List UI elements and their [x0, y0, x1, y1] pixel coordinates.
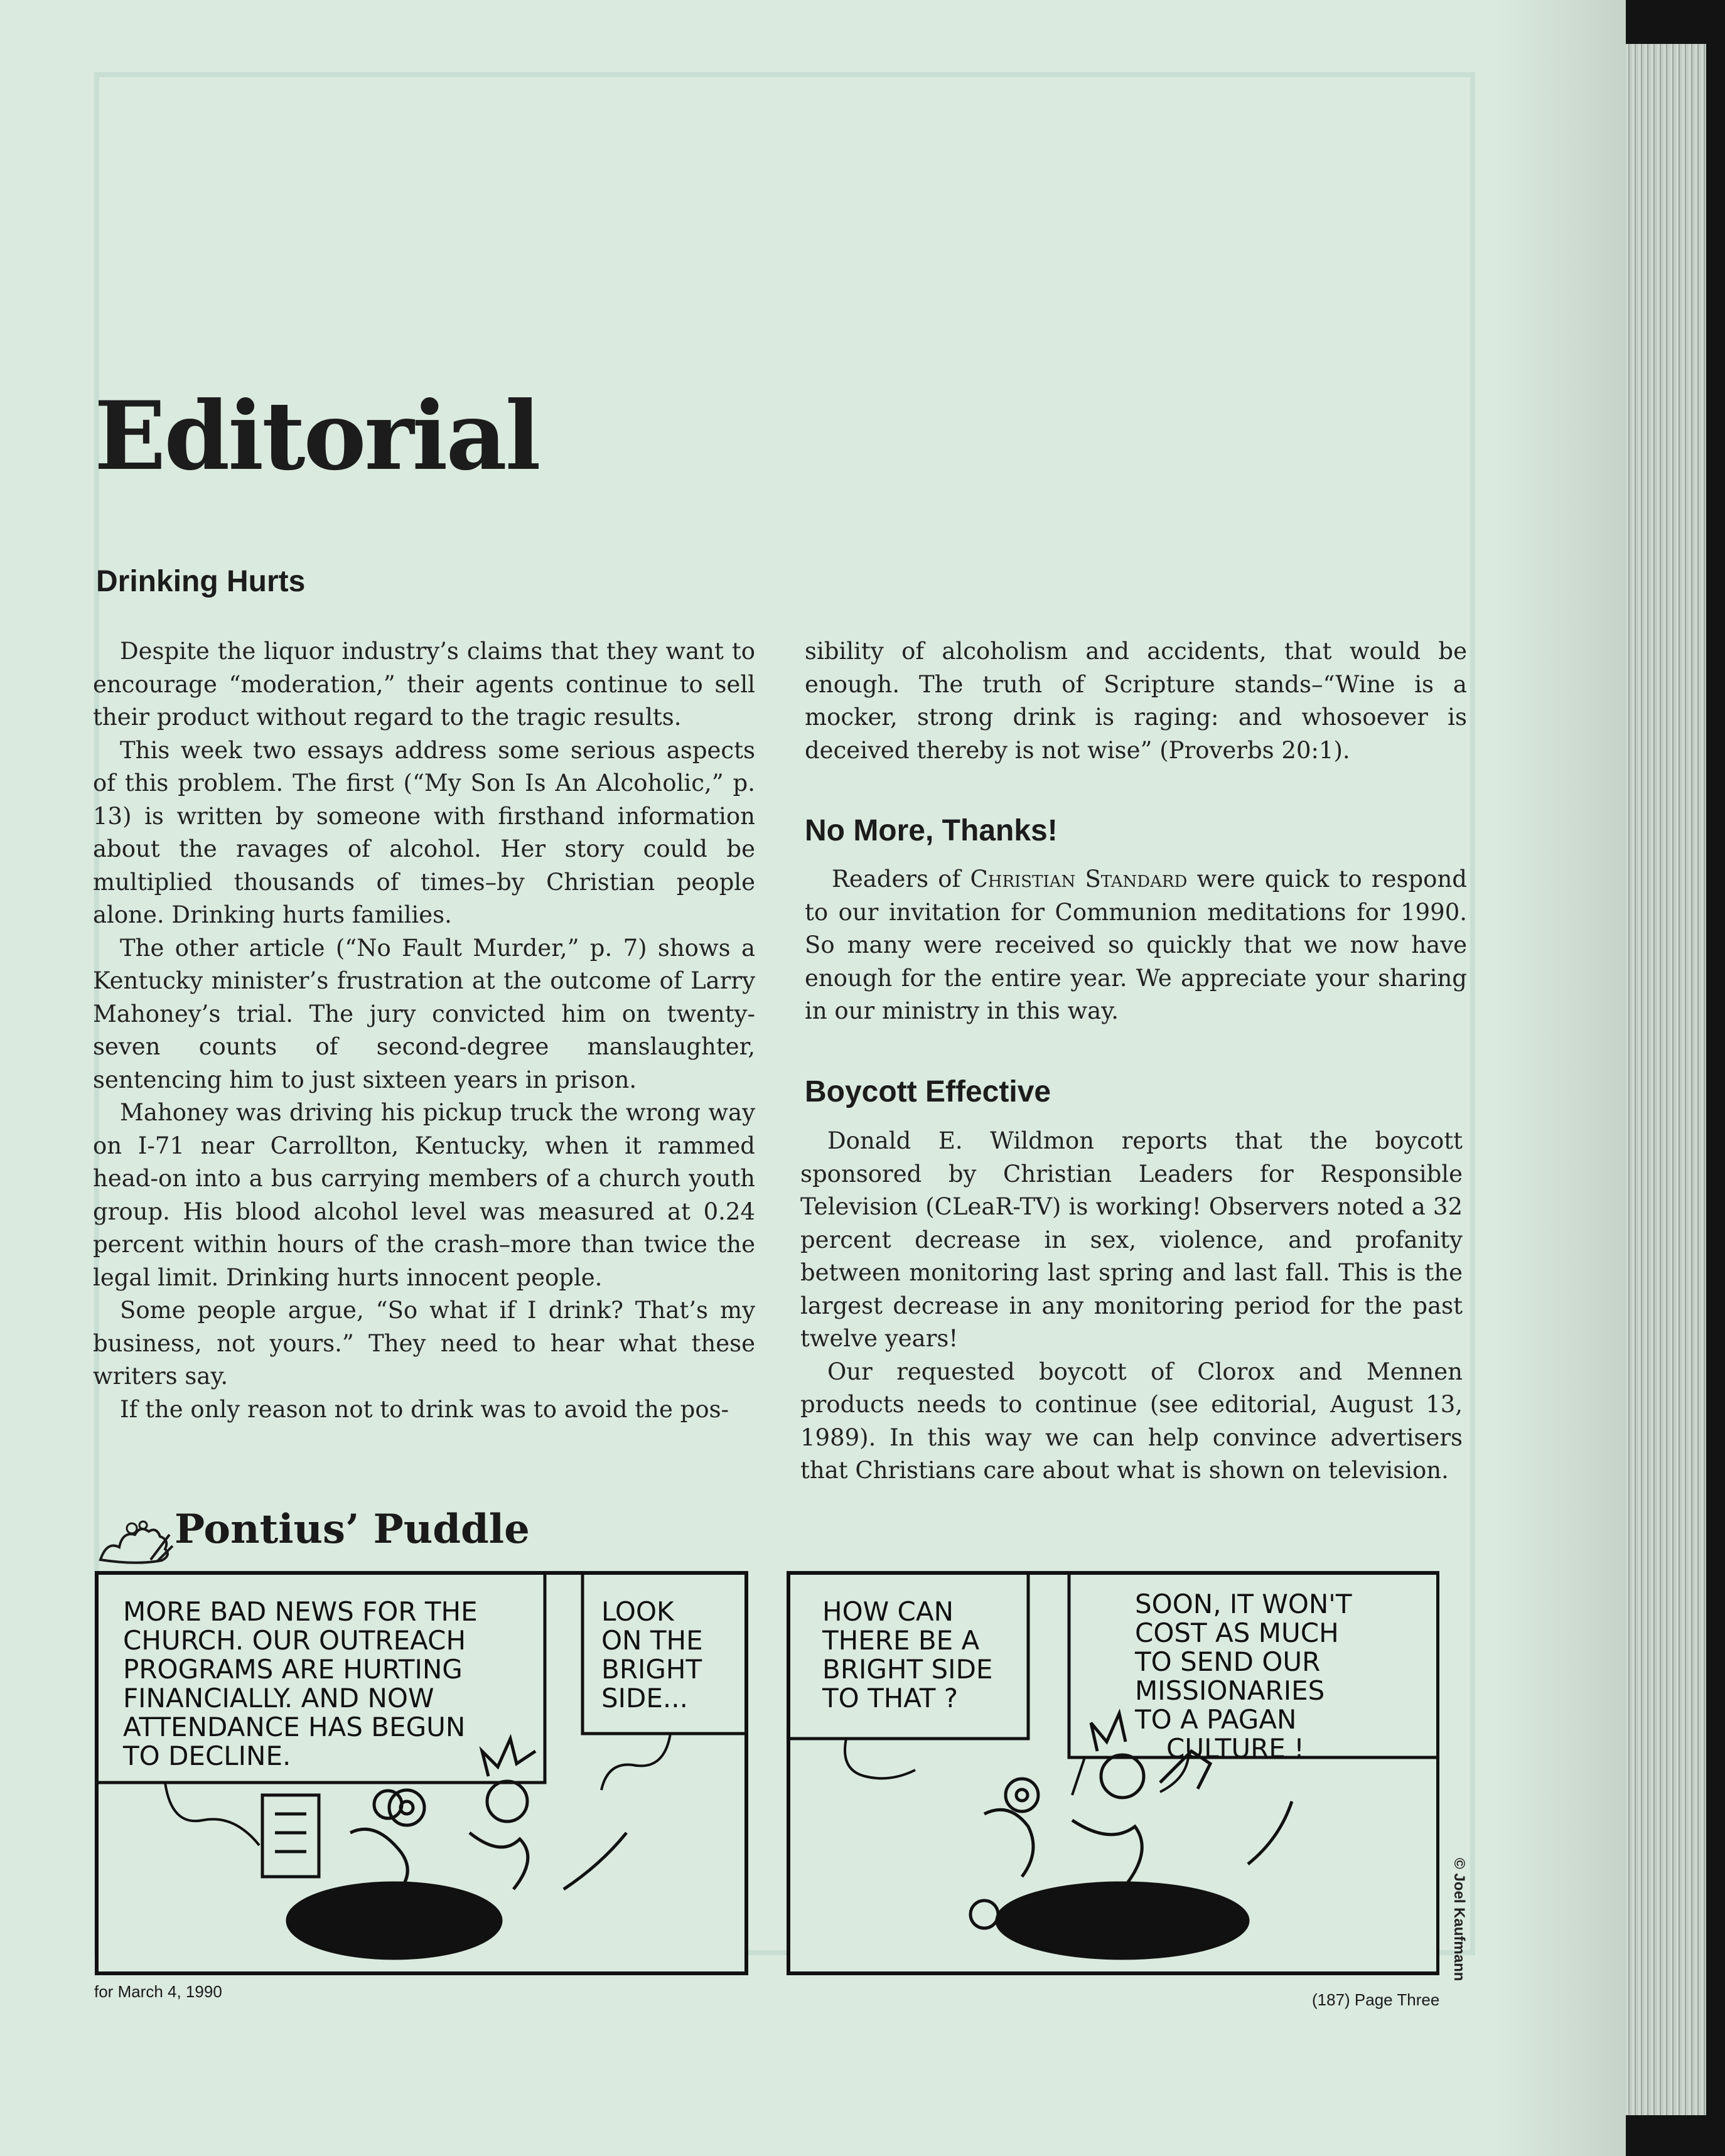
comic-text-line: TO DECLINE.: [123, 1740, 291, 1771]
article-boycott-effective: [800, 1125, 1463, 1488]
footer-page-number: (187) Page Three: [1312, 1990, 1440, 2009]
article-drinking-hurts-col1: [93, 635, 755, 1426]
paragraph: Donald E. Wildmon reports that the boycott sponsored by Christian Leaders for Responsible Television (CLeaR-TV) is working! Observers noted a 32 percent decrease in sex, violence, and profanity between monitoring last spring and last fall. This is the largest decrease in any monitoring period for the past twelve years!: [800, 1127, 1463, 1352]
paragraph: Mahoney was driving his pickup truck the wrong way on I-71 near Carrollton, Kentucky, when it rammed head-on into a bus carrying members of a church youth group. His blood alcohol level was measured at 0.24 percent within hours of the crash–more than twice the legal limit. Drinking hurts innocent people.: [93, 1099, 755, 1291]
paragraph: The other article (“No Fault Murder,” p. 7) shows a Kentucky minister’s frustration at the outcome of Larry Mahoney’s trial. The jury convicted him on twenty-seven counts of second-degree manslaughter, sentencing him to just sixteen years in prison.: [93, 934, 755, 1093]
comic-text-line: MORE BAD NEWS FOR THE: [123, 1596, 478, 1627]
paragraph: Despite the liquor industry’s claims that they want to encourage “moderation,” their agents continue to sell their product without regard to the tragic results.: [93, 638, 755, 731]
heading-no-more-thanks: No More, Thanks!: [805, 814, 1058, 847]
puddle-logo-icon: [88, 1500, 176, 1569]
comic-text-line: CHURCH. OUR OUTREACH: [123, 1625, 466, 1656]
comic-text-line: LOOK: [601, 1596, 674, 1627]
paragraph-continued: sibility of alcoholism and accidents, that would be enough. The truth of Scripture stands–“Wine is a mocker, strong drink is raging: and whosoever is deceived thereby is not wise” (Proverbs 20:1).: [805, 638, 1467, 764]
magazine-page: Editorial Drinking Hurts Despite the liquor industry’s claims that they want to encourage “moderation,” their agents continue to sell their product without regard to the tragic results. This week two essays address some serious aspects of this problem. The first (“My Son Is An Alcoholic,” p. 13) is written by someone with firsthand information about the ravages of alcohol. Her story could be multiplied thousands of times–by Christian people alone. Drinking hurts families. The other article (“No Fault Murder,” p. 7) shows a Kentucky minister’s frustration at the outcome of Larry Mahoney’s trial. The jury convicted him on twenty-seven counts of second-degree manslaughter, sentencing him to just sixteen years in prison. Mahoney was driving his pickup truck the wrong way on I-71 near Carrollton, Kentucky, when it rammed head-on into a bus carrying members of a church youth group. His blood alcohol level was measured at 0.24 percent within hours of the crash–more than twice the legal limit. Drinking hurts innocent people. Some people argue, “So what if I drink? That’s my business, not yours.” They need to hear what these writers say. If the only reason not to drink was to avoid the pos- sibility of alcoholism and accidents, that would be enough. The truth of Scripture stands–“Wine is a mocker, strong drink is raging: and whosoever is deceived thereby is not wise” (Proverbs 20:1). No More, Thanks! Readers of Christian Standard were quick to respond to our invitation for Communion meditations for 1990. So many were received so quickly that we now have enough for the entire year. We appreciate your sharing in our ministry in this way. Boycott Effective Donald E. Wildmon reports that the boycott sponsored by Christian Leaders for Responsible Television (CLeaR-TV) is working! Observers noted a 32 percent decrease in sex, violence, and profanity between monitoring last spring and last fall. This is the largest decrease in any monitoring period for the past twelve years! Our requested boycott of Clorox and Mennen products needs to continue (see editorial, August 13, 1989). In this way we can help convince advertisers that Christians care about what is shown on television. Pontius’ Puddle MORE BAD NEWS FOR THE CHURCH. OUR OUTREACH PROGRAMS ARE HURTING FINANCIALLY. AND NOW ATTENDANCE HAS BEGUN TO DECLINE. LOOK ON THE BRIGHT SIDE... HOW CAN THERE BE A BRIGHT SIDE TO THAT ? SOON, IT WON'T COST AS MUCH TO SEND OUR MISSIONARIES TO A PAGAN CULTURE ! © Joel Kaufmann for March 4, 1990 (187) Page Three: [0, 0, 1626, 2156]
comic-text-line: CULTURE !: [1166, 1733, 1304, 1764]
comic-title: Pontius’ Puddle: [175, 1506, 530, 1553]
comic-text-line: THERE BE A: [822, 1625, 980, 1656]
comic-text-line: BRIGHT: [601, 1654, 702, 1685]
comic-text-line: ATTENDANCE HAS BEGUN: [123, 1712, 466, 1742]
paragraph: Our requested boycott of Clorox and Mennen products needs to continue (see editorial, August 13, 1989). In this way we can help convince advertisers that Christians care about what is shown on television.: [800, 1358, 1463, 1484]
comic-text-line: SIDE...: [601, 1683, 688, 1714]
publication-name: Christian Standard: [970, 866, 1188, 893]
article-drinking-hurts-col2: [805, 635, 1467, 767]
paragraph: If the only reason not to drink was to avoid the pos-: [120, 1395, 729, 1423]
comic-text-line: PROGRAMS ARE HURTING: [123, 1654, 463, 1685]
comic-text-line: ON THE: [601, 1625, 703, 1656]
paragraph: Readers of Christian Standard were quick to respond to our invitation for Communion meditations for 1990. So many were received so quickly that we now have enough for the entire year. We appreciate your sharing in our ministry in this way.: [805, 866, 1467, 1024]
book-page-edges: [1626, 44, 1706, 2115]
comic-text-line: MISSIONARIES: [1135, 1675, 1325, 1706]
comic-text-line: FINANCIALLY. AND NOW: [123, 1683, 434, 1714]
comic-strip: [93, 1569, 1439, 1977]
paragraph: This week two essays address some serious aspects of this problem. The first (“My Son Is An Alcoholic,” p. 13) is written by someone with firsthand information about the ravages of alcohol. Her story could be multiplied thousands of times–by Christian people alone. Drinking hurts families.: [93, 736, 755, 928]
article-no-more-thanks: [805, 863, 1467, 1028]
page-gutter-shade: [1494, 0, 1626, 2156]
heading-drinking-hurts: Drinking Hurts: [96, 565, 306, 598]
page-title: Editorial: [94, 381, 539, 491]
footer-date: for March 4, 1990: [94, 1982, 222, 2001]
heading-boycott-effective: Boycott Effective: [805, 1075, 1051, 1108]
comic-text-line: TO A PAGAN: [1135, 1704, 1297, 1735]
comic-text-line: TO SEND OUR: [1135, 1646, 1321, 1677]
comic-text-line: COST AS MUCH: [1135, 1617, 1339, 1648]
comic-text-line: SOON, IT WON'T: [1135, 1589, 1352, 1619]
comic-text-line: TO THAT ?: [822, 1683, 959, 1714]
comic-text-line: HOW CAN: [822, 1596, 954, 1627]
comic-text-line: BRIGHT SIDE: [822, 1654, 993, 1685]
paragraph: Some people argue, “So what if I drink? That’s my business, not yours.” They need to hear what these writers say.: [93, 1297, 755, 1390]
